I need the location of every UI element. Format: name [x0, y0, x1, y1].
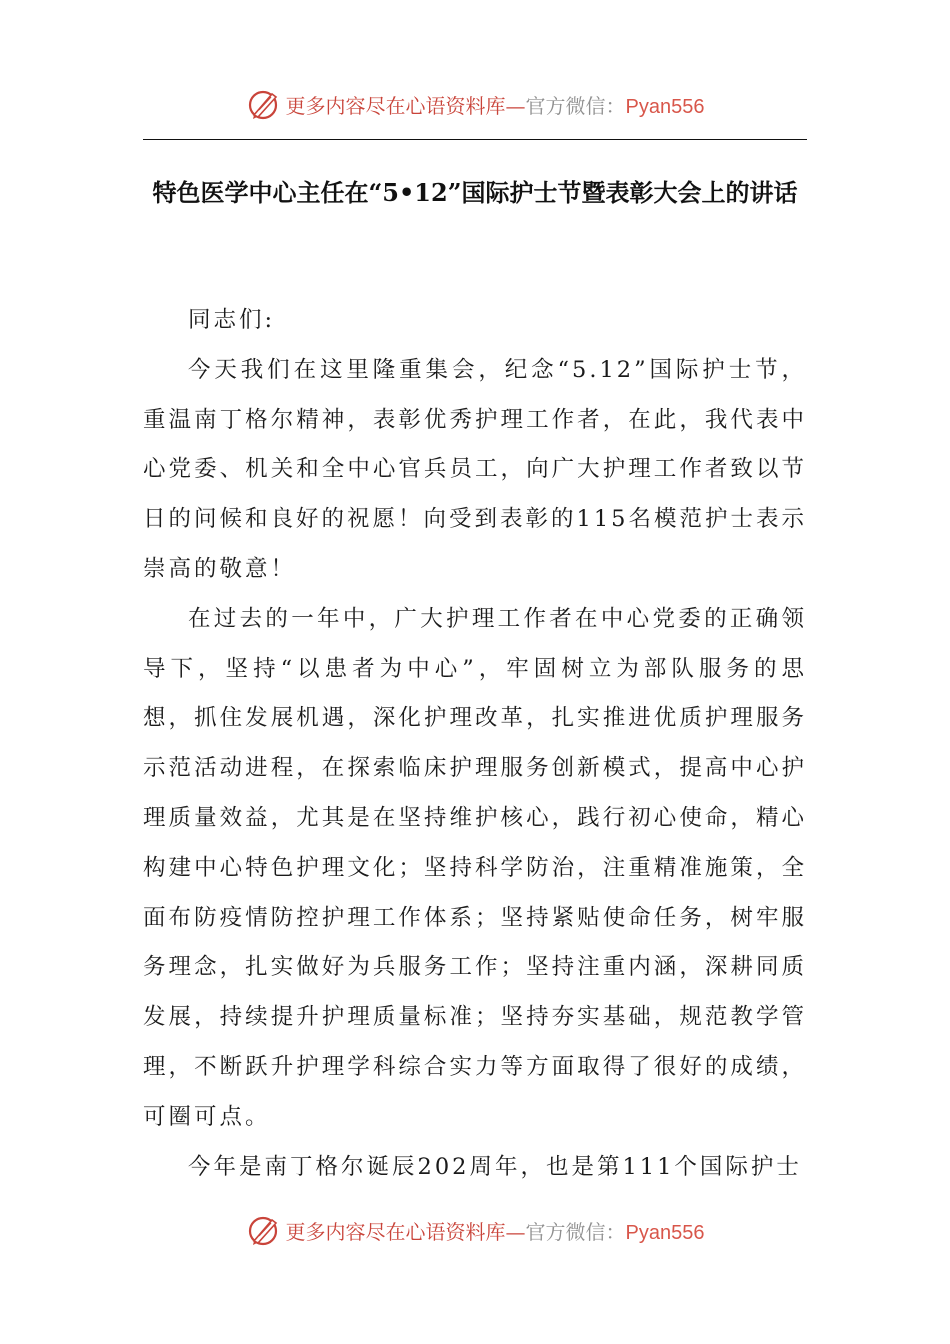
- header-banner: [0, 84, 950, 124]
- footer-banner: [0, 1210, 950, 1250]
- salutation: 同志们:: [188, 307, 276, 333]
- banner-text: [286, 1216, 705, 1245]
- banner-dash: —: [505, 1219, 526, 1244]
- banner-label: 官方微信：: [525, 1219, 626, 1244]
- document-title: 特色医学中心主任在“5•12”国际护士节暨表彰大会上的讲话: [152, 178, 798, 207]
- pen-circle-logo-icon: [246, 1212, 282, 1248]
- banner-wechat-id: Pyan556: [625, 1221, 705, 1244]
- paragraph-3: 今年是南丁格尔诞辰202周年，也是第111个国际护士: [188, 1153, 802, 1180]
- banner-label: 官方微信：: [525, 93, 626, 118]
- paragraph-2: 在过去的一年中，广大护理工作者在中心党委的正确领导下，坚持“以患者为中心”，牢固树立为部队服务的思想，抓住发展机遇，深化护理改革，扎实推进优质护理服务示范活动进程，在探索临床护理服务创新模式，提高中心护理质量效益，尤其是在坚持维护核心，践行初心使命，精心构建中心特色护理文化；坚持科学防治，注重精准施策，全面布防疫情防控护理工作体系；坚持紧贴使命任务，树牢服务理念，扎实做好为兵服务工作；坚持注重内涵，深耕同质发展，持续提升护理质量标准；坚持夯实基础，规范教学管理，不断跃升护理学科综合实力等方面取得了很好的成绩，可圈可点。: [143, 605, 807, 1130]
- banner-main-text: 更多内容尽在心语资料库: [285, 93, 506, 118]
- banner-main-text: 更多内容尽在心语资料库: [285, 1219, 506, 1244]
- banner-text: [286, 90, 705, 119]
- banner-wechat-id: Pyan556: [625, 95, 705, 118]
- document-body: [143, 296, 807, 1192]
- header-divider: [143, 139, 807, 140]
- banner-dash: —: [505, 93, 526, 118]
- pen-circle-logo-icon: [246, 86, 282, 122]
- paragraph-1: 今天我们在这里隆重集会，纪念“5.12”国际护士节，重温南丁格尔精神，表彰优秀护理工作者，在此，我代表中心党委、机关和全中心官兵员工，向广大护理工作者致以节日的问候和良好的祝愿！向受到表彰的115名模范护士表示崇高的敬意！: [143, 356, 807, 582]
